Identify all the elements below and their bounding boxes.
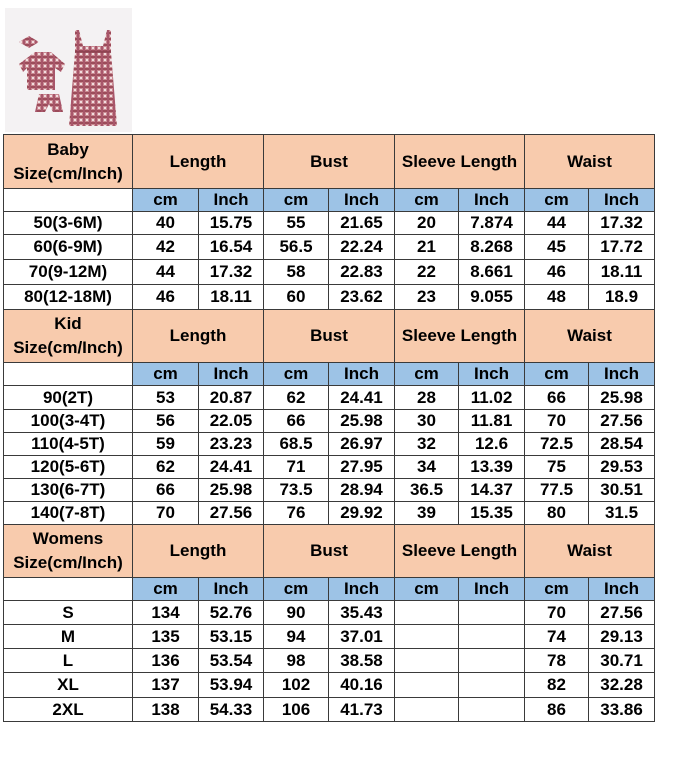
womens-bust-header: Bust bbox=[264, 525, 395, 578]
value-cell: 68.5 bbox=[264, 433, 329, 456]
unit-cm: cm bbox=[264, 363, 329, 386]
value-cell: 71 bbox=[264, 456, 329, 479]
value-cell: 25.98 bbox=[329, 410, 395, 433]
kid-size-unit-label: Size(cm/Inch) bbox=[13, 338, 123, 357]
baby-section-name: Baby bbox=[47, 139, 89, 159]
table-row bbox=[4, 601, 655, 625]
value-cell: 31.5 bbox=[589, 502, 655, 525]
womens-size-label bbox=[4, 525, 133, 578]
size-cell: 140(7-8T) bbox=[4, 502, 133, 525]
value-cell: 59 bbox=[133, 433, 199, 456]
value-cell: 28.54 bbox=[589, 433, 655, 456]
value-cell: 24.41 bbox=[199, 456, 264, 479]
size-cell: 80(12-18M) bbox=[4, 285, 133, 310]
table-row bbox=[4, 479, 655, 502]
value-cell: 24.41 bbox=[329, 386, 395, 410]
value-cell bbox=[395, 625, 459, 649]
size-cell: L bbox=[4, 649, 133, 673]
value-cell: 28.94 bbox=[329, 479, 395, 502]
value-cell bbox=[459, 698, 525, 722]
size-cell: 70(9-12M) bbox=[4, 260, 133, 285]
unit-inch: Inch bbox=[459, 189, 525, 212]
value-cell bbox=[395, 698, 459, 722]
value-cell: 40.16 bbox=[329, 673, 395, 698]
unit-inch: Inch bbox=[199, 189, 264, 212]
table-row bbox=[4, 673, 655, 698]
value-cell: 66 bbox=[525, 386, 589, 410]
unit-cm: cm bbox=[395, 363, 459, 386]
unit-inch: Inch bbox=[459, 363, 525, 386]
value-cell: 30.51 bbox=[589, 479, 655, 502]
value-cell: 38.58 bbox=[329, 649, 395, 673]
value-cell: 135 bbox=[133, 625, 199, 649]
kid-length-header: Length bbox=[133, 310, 264, 363]
unit-cm: cm bbox=[395, 189, 459, 212]
size-chart-table bbox=[3, 134, 655, 722]
value-cell: 73.5 bbox=[264, 479, 329, 502]
unit-inch: Inch bbox=[589, 578, 655, 601]
kid-bust-header: Bust bbox=[264, 310, 395, 363]
unit-cm: cm bbox=[525, 363, 589, 386]
value-cell: 62 bbox=[264, 386, 329, 410]
unit-inch: Inch bbox=[589, 189, 655, 212]
value-cell: 98 bbox=[264, 649, 329, 673]
value-cell bbox=[395, 673, 459, 698]
value-cell bbox=[459, 601, 525, 625]
size-cell: 110(4-5T) bbox=[4, 433, 133, 456]
value-cell: 45 bbox=[525, 235, 589, 260]
value-cell: 41.73 bbox=[329, 698, 395, 722]
value-cell: 32 bbox=[395, 433, 459, 456]
value-cell: 28 bbox=[395, 386, 459, 410]
value-cell: 82 bbox=[525, 673, 589, 698]
value-cell bbox=[459, 625, 525, 649]
baby-unit-blank bbox=[4, 189, 133, 212]
value-cell: 22.83 bbox=[329, 260, 395, 285]
value-cell: 15.35 bbox=[459, 502, 525, 525]
womens-waist-header: Waist bbox=[525, 525, 655, 578]
value-cell: 27.95 bbox=[329, 456, 395, 479]
baby-size-unit-label: Size(cm/Inch) bbox=[13, 163, 123, 183]
value-cell: 55 bbox=[264, 212, 329, 235]
size-cell: 60(6-9M) bbox=[4, 235, 133, 260]
value-cell: 18.11 bbox=[199, 285, 264, 310]
value-cell bbox=[459, 649, 525, 673]
value-cell: 30 bbox=[395, 410, 459, 433]
baby-header-row bbox=[4, 135, 655, 189]
womens-section-name: Womens bbox=[32, 529, 104, 548]
kid-sleeve-length-header: Sleeve Length bbox=[395, 310, 525, 363]
value-cell: 53.54 bbox=[199, 649, 264, 673]
size-cell: 2XL bbox=[4, 698, 133, 722]
value-cell: 46 bbox=[133, 285, 199, 310]
table-row bbox=[4, 260, 655, 285]
baby-waist-header: Waist bbox=[525, 135, 655, 189]
unit-inch: Inch bbox=[459, 578, 525, 601]
value-cell: 53.94 bbox=[199, 673, 264, 698]
value-cell: 17.72 bbox=[589, 235, 655, 260]
value-cell: 48 bbox=[525, 285, 589, 310]
table-row bbox=[4, 285, 655, 310]
value-cell: 35.43 bbox=[329, 601, 395, 625]
kid-unit-blank bbox=[4, 363, 133, 386]
value-cell: 17.32 bbox=[589, 212, 655, 235]
value-cell bbox=[395, 649, 459, 673]
unit-cm: cm bbox=[264, 578, 329, 601]
value-cell: 134 bbox=[133, 601, 199, 625]
value-cell: 26.97 bbox=[329, 433, 395, 456]
value-cell: 56 bbox=[133, 410, 199, 433]
value-cell: 136 bbox=[133, 649, 199, 673]
unit-cm: cm bbox=[133, 363, 199, 386]
value-cell: 7.874 bbox=[459, 212, 525, 235]
value-cell: 44 bbox=[525, 212, 589, 235]
value-cell: 25.98 bbox=[199, 479, 264, 502]
value-cell: 29.92 bbox=[329, 502, 395, 525]
value-cell: 33.86 bbox=[589, 698, 655, 722]
value-cell: 66 bbox=[133, 479, 199, 502]
value-cell: 18.11 bbox=[589, 260, 655, 285]
value-cell: 23.23 bbox=[199, 433, 264, 456]
womens-header-row bbox=[4, 525, 655, 578]
value-cell: 70 bbox=[525, 601, 589, 625]
value-cell: 102 bbox=[264, 673, 329, 698]
unit-inch: Inch bbox=[329, 578, 395, 601]
value-cell: 56.5 bbox=[264, 235, 329, 260]
baby-length-header: Length bbox=[133, 135, 264, 189]
value-cell: 20 bbox=[395, 212, 459, 235]
unit-cm: cm bbox=[395, 578, 459, 601]
value-cell: 78 bbox=[525, 649, 589, 673]
baby-bust-header: Bust bbox=[264, 135, 395, 189]
value-cell: 37.01 bbox=[329, 625, 395, 649]
size-cell: XL bbox=[4, 673, 133, 698]
value-cell: 40 bbox=[133, 212, 199, 235]
kid-header-row bbox=[4, 310, 655, 363]
womens-sleeve-length-header: Sleeve Length bbox=[395, 525, 525, 578]
kid-waist-header: Waist bbox=[525, 310, 655, 363]
value-cell: 75 bbox=[525, 456, 589, 479]
value-cell: 22.05 bbox=[199, 410, 264, 433]
value-cell: 21.65 bbox=[329, 212, 395, 235]
value-cell: 58 bbox=[264, 260, 329, 285]
value-cell: 86 bbox=[525, 698, 589, 722]
unit-cm: cm bbox=[133, 189, 199, 212]
value-cell: 138 bbox=[133, 698, 199, 722]
value-cell: 34 bbox=[395, 456, 459, 479]
value-cell: 44 bbox=[133, 260, 199, 285]
size-cell: 50(3-6M) bbox=[4, 212, 133, 235]
value-cell: 36.5 bbox=[395, 479, 459, 502]
value-cell: 27.56 bbox=[589, 410, 655, 433]
baby-sleeve-length-header: Sleeve Length bbox=[395, 135, 525, 189]
table-row bbox=[4, 625, 655, 649]
size-cell: 100(3-4T) bbox=[4, 410, 133, 433]
baby-unit-row bbox=[4, 189, 655, 212]
value-cell: 62 bbox=[133, 456, 199, 479]
value-cell: 106 bbox=[264, 698, 329, 722]
value-cell: 46 bbox=[525, 260, 589, 285]
table-row bbox=[4, 502, 655, 525]
value-cell: 39 bbox=[395, 502, 459, 525]
value-cell: 137 bbox=[133, 673, 199, 698]
table-row bbox=[4, 386, 655, 410]
value-cell: 17.32 bbox=[199, 260, 264, 285]
unit-inch: Inch bbox=[199, 578, 264, 601]
womens-length-header: Length bbox=[133, 525, 264, 578]
size-cell: 130(6-7T) bbox=[4, 479, 133, 502]
value-cell: 18.9 bbox=[589, 285, 655, 310]
value-cell: 42 bbox=[133, 235, 199, 260]
value-cell: 52.76 bbox=[199, 601, 264, 625]
value-cell: 8.661 bbox=[459, 260, 525, 285]
value-cell: 12.6 bbox=[459, 433, 525, 456]
unit-inch: Inch bbox=[199, 363, 264, 386]
table-row bbox=[4, 212, 655, 235]
kid-unit-row bbox=[4, 363, 655, 386]
size-cell: 120(5-6T) bbox=[4, 456, 133, 479]
value-cell: 29.13 bbox=[589, 625, 655, 649]
value-cell: 15.75 bbox=[199, 212, 264, 235]
table-row bbox=[4, 235, 655, 260]
value-cell: 9.055 bbox=[459, 285, 525, 310]
value-cell: 23.62 bbox=[329, 285, 395, 310]
table-row bbox=[4, 456, 655, 479]
value-cell: 60 bbox=[264, 285, 329, 310]
value-cell: 8.268 bbox=[459, 235, 525, 260]
unit-inch: Inch bbox=[329, 363, 395, 386]
value-cell: 32.28 bbox=[589, 673, 655, 698]
value-cell: 53 bbox=[133, 386, 199, 410]
value-cell: 74 bbox=[525, 625, 589, 649]
value-cell: 23 bbox=[395, 285, 459, 310]
womens-unit-row bbox=[4, 578, 655, 601]
womens-unit-blank bbox=[4, 578, 133, 601]
value-cell: 30.71 bbox=[589, 649, 655, 673]
table-row bbox=[4, 433, 655, 456]
kid-section-name: Kid bbox=[54, 314, 82, 333]
value-cell: 54.33 bbox=[199, 698, 264, 722]
unit-inch: Inch bbox=[329, 189, 395, 212]
size-cell: M bbox=[4, 625, 133, 649]
unit-cm: cm bbox=[525, 189, 589, 212]
value-cell: 25.98 bbox=[589, 386, 655, 410]
unit-cm: cm bbox=[525, 578, 589, 601]
value-cell: 94 bbox=[264, 625, 329, 649]
size-cell: 90(2T) bbox=[4, 386, 133, 410]
unit-cm: cm bbox=[264, 189, 329, 212]
womens-size-unit-label: Size(cm/Inch) bbox=[13, 553, 123, 572]
value-cell: 11.02 bbox=[459, 386, 525, 410]
value-cell: 22 bbox=[395, 260, 459, 285]
table-row bbox=[4, 410, 655, 433]
value-cell bbox=[395, 601, 459, 625]
value-cell: 11.81 bbox=[459, 410, 525, 433]
value-cell: 27.56 bbox=[199, 502, 264, 525]
value-cell: 77.5 bbox=[525, 479, 589, 502]
dress-photo bbox=[5, 8, 132, 132]
value-cell: 66 bbox=[264, 410, 329, 433]
table-row bbox=[4, 649, 655, 673]
table-row bbox=[4, 698, 655, 722]
baby-size-label bbox=[4, 135, 133, 189]
value-cell: 13.39 bbox=[459, 456, 525, 479]
value-cell: 29.53 bbox=[589, 456, 655, 479]
dress-photo-icon bbox=[5, 8, 132, 132]
value-cell: 22.24 bbox=[329, 235, 395, 260]
value-cell: 90 bbox=[264, 601, 329, 625]
value-cell: 72.5 bbox=[525, 433, 589, 456]
kid-size-label bbox=[4, 310, 133, 363]
value-cell: 20.87 bbox=[199, 386, 264, 410]
value-cell: 14.37 bbox=[459, 479, 525, 502]
value-cell: 70 bbox=[133, 502, 199, 525]
value-cell: 21 bbox=[395, 235, 459, 260]
size-cell: S bbox=[4, 601, 133, 625]
value-cell: 76 bbox=[264, 502, 329, 525]
value-cell: 70 bbox=[525, 410, 589, 433]
value-cell: 80 bbox=[525, 502, 589, 525]
value-cell bbox=[459, 673, 525, 698]
value-cell: 16.54 bbox=[199, 235, 264, 260]
value-cell: 53.15 bbox=[199, 625, 264, 649]
unit-cm: cm bbox=[133, 578, 199, 601]
unit-inch: Inch bbox=[589, 363, 655, 386]
value-cell: 27.56 bbox=[589, 601, 655, 625]
